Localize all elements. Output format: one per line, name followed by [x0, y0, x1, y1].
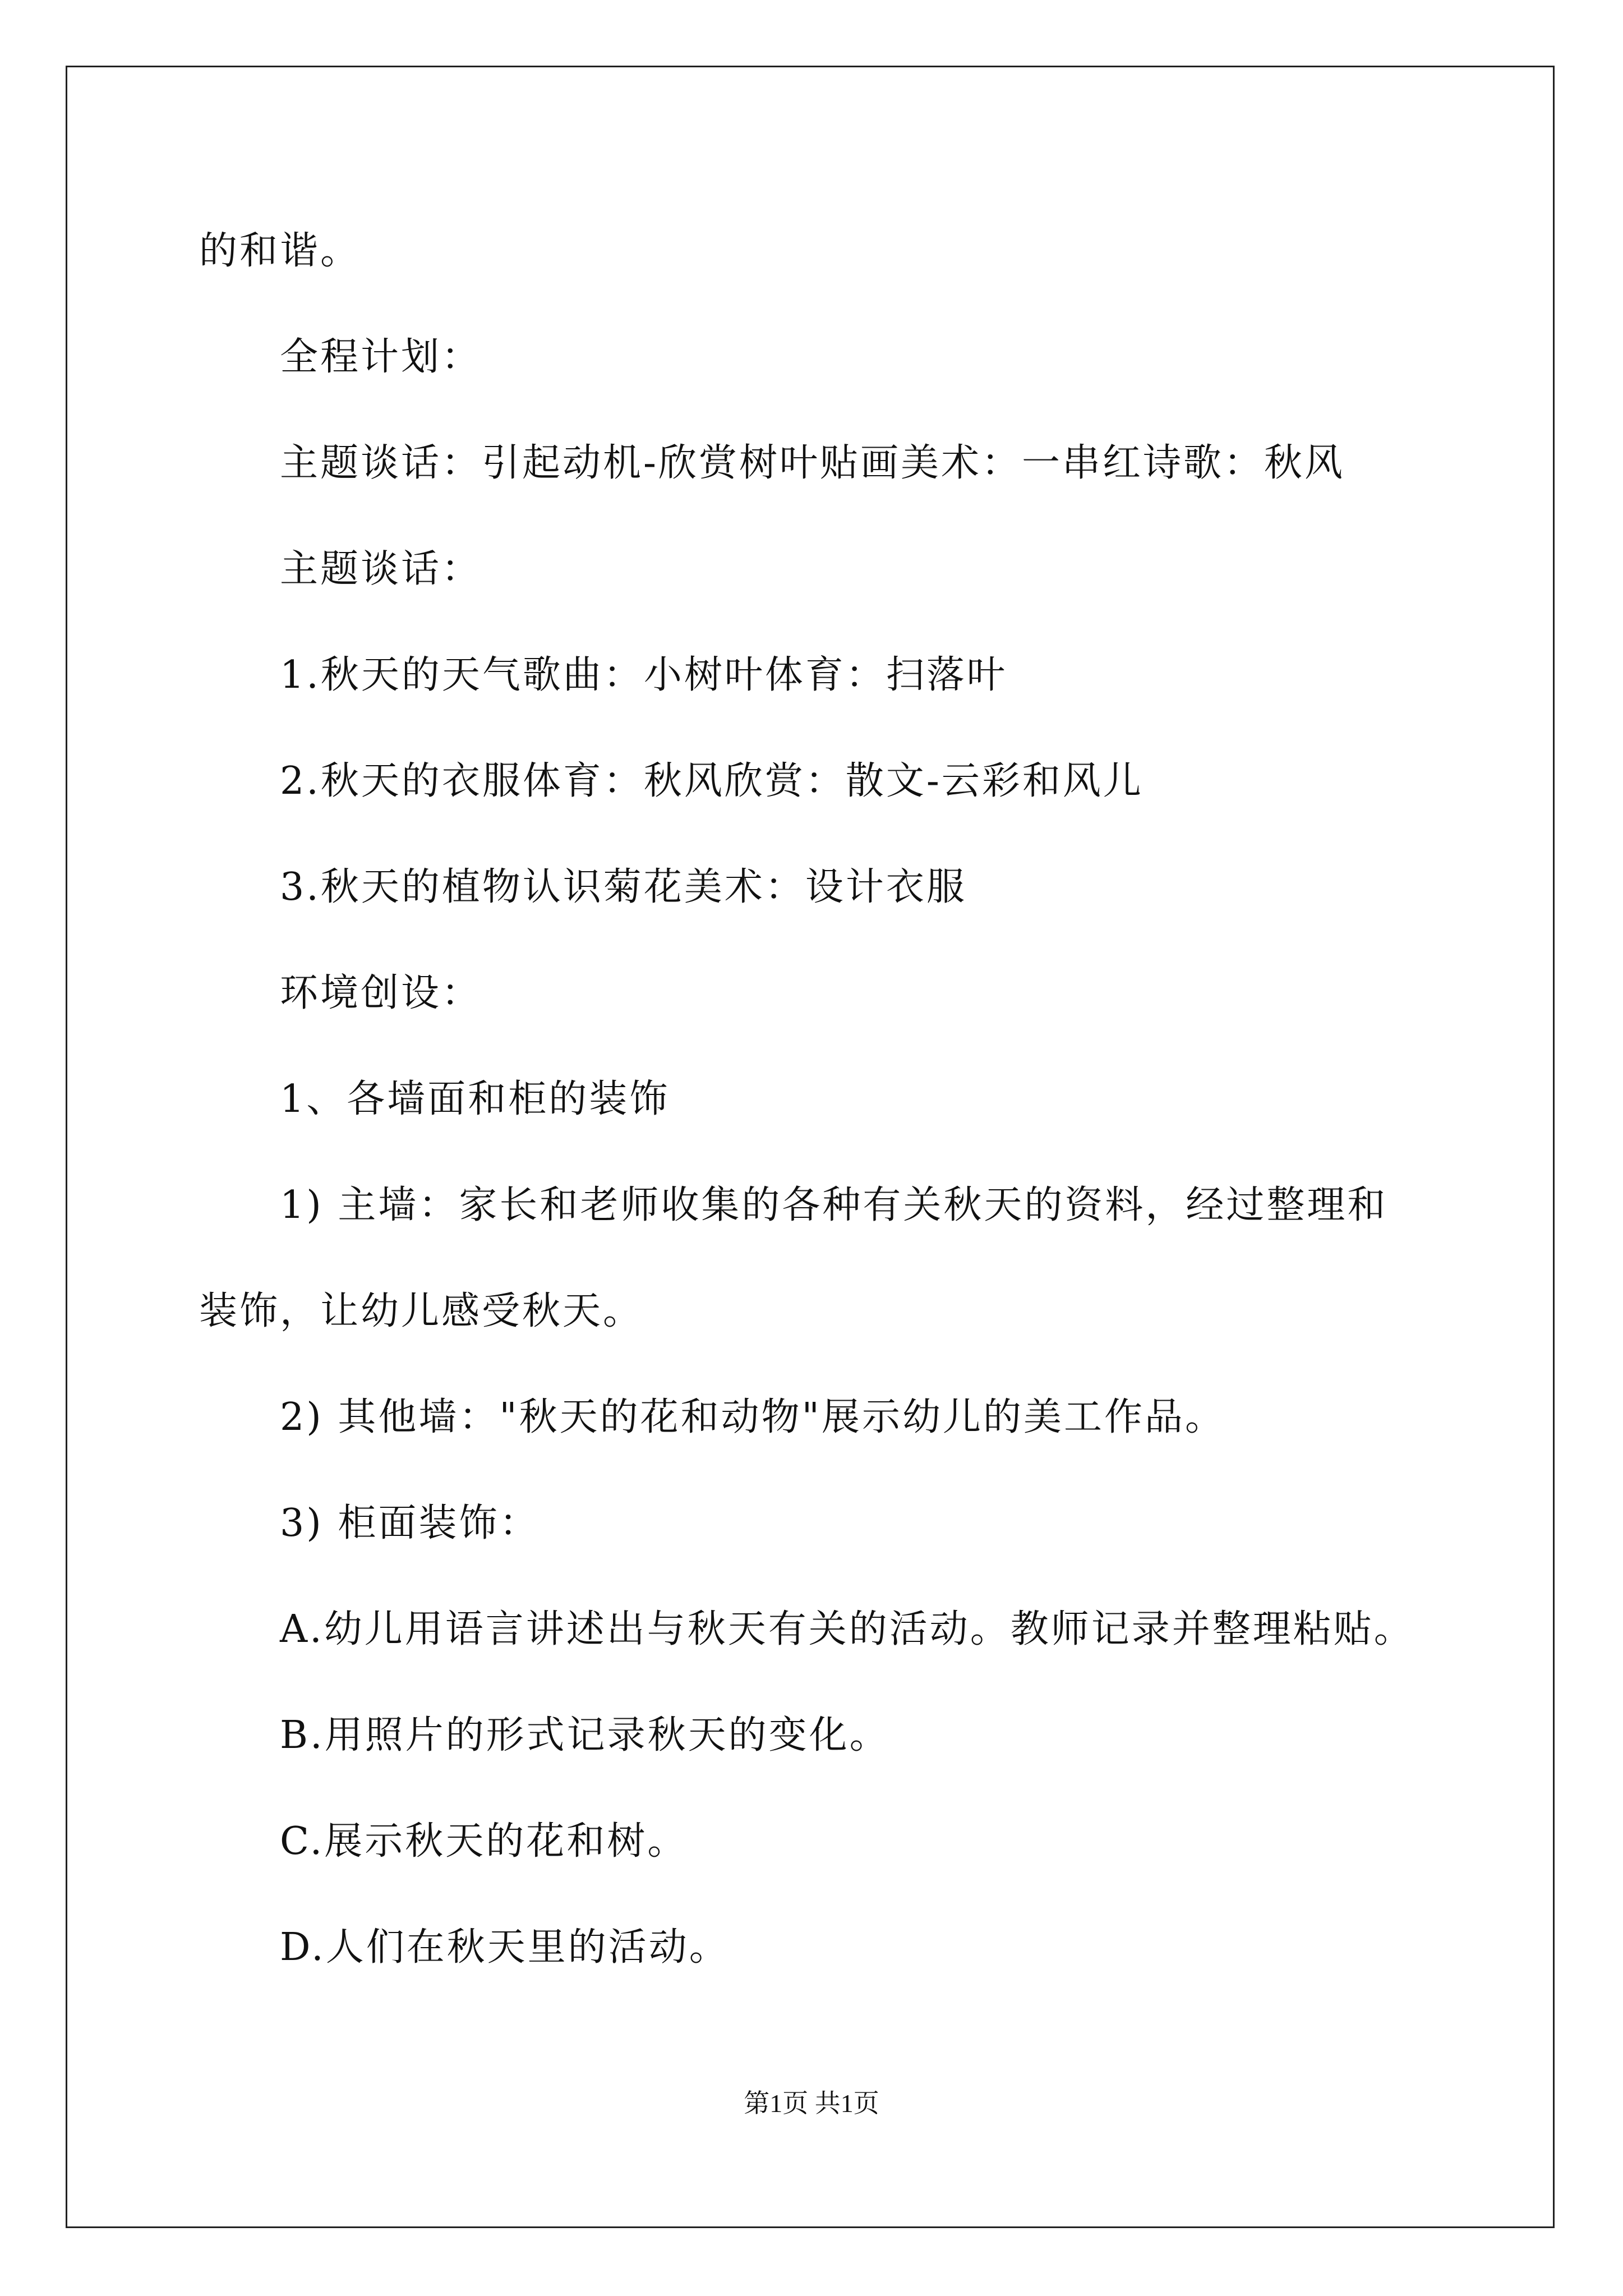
- text-line-11: 装饰，让幼儿感受秋天。: [199, 1289, 644, 1333]
- text-line-9: 1、各墙面和柜的装饰: [280, 1077, 670, 1121]
- text-line-14: A.幼儿用语言讲述出与秋天有关的活动。教师记录并整理粘贴。: [280, 1607, 1414, 1651]
- page-border: [66, 66, 1555, 2228]
- text-line-10: 1) 主墙：家长和老师收集的各种有关秋天的资料，经过整理和: [280, 1183, 1388, 1227]
- text-line-2: 全程计划：: [280, 335, 482, 379]
- text-line-17: D.人们在秋天里的活动。: [280, 1925, 730, 1970]
- text-line-8: 环境创设：: [280, 971, 482, 1015]
- page-footer: 第1页 共1页: [744, 2089, 879, 2118]
- text-line-13: 3) 柜面装饰：: [280, 1501, 540, 1545]
- text-line-6: 2.秋天的衣服体育：秋风欣赏：散文-云彩和风儿: [280, 759, 1144, 803]
- text-line-15: B.用照片的形式记录秋天的变化。: [280, 1713, 890, 1757]
- text-line-5: 1.秋天的天气歌曲：小树叶体育：扫落叶: [280, 653, 1007, 697]
- text-line-3: 主题谈话：引起动机-欣赏树叶贴画美术：一串红诗歌：秋风: [280, 441, 1345, 485]
- text-line-16: C.展示秋天的花和树。: [280, 1819, 688, 1864]
- text-line-1: 的和谐。: [199, 229, 361, 273]
- text-line-7: 3.秋天的植物认识菊花美术：设计衣服: [280, 865, 967, 909]
- text-line-4: 主题谈话：: [280, 547, 482, 591]
- text-line-12: 2) 其他墙："秋天的花和动物"展示幼儿的美工作品。: [280, 1395, 1225, 1439]
